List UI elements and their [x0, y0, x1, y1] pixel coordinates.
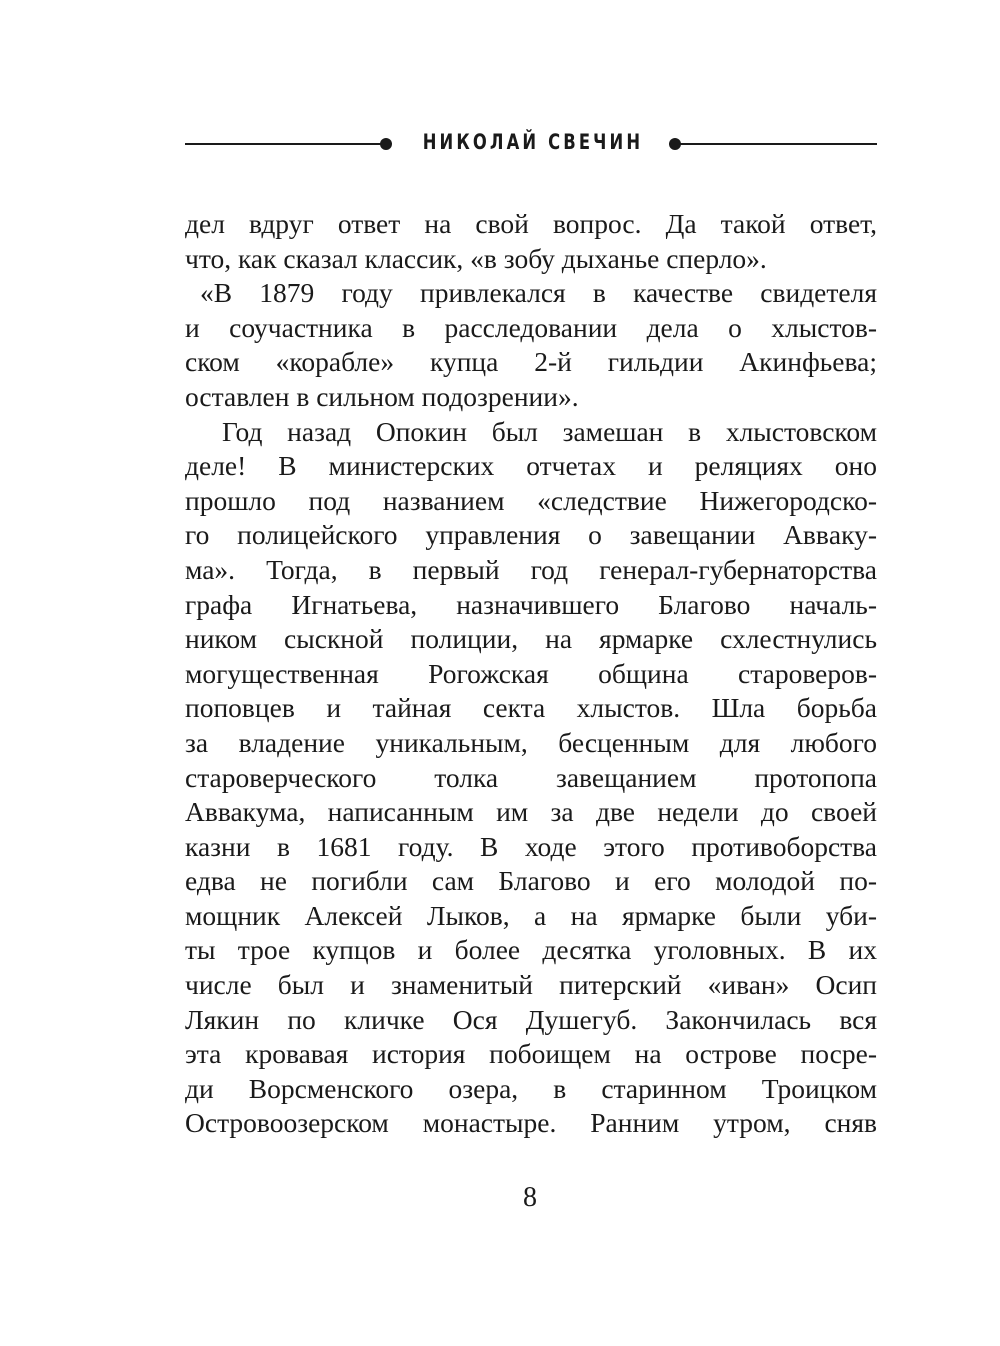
text-line: числе был и знаменитый питерский «иван» Осип	[185, 969, 877, 1001]
text-line: прошло под названием «следствие Нижегородско-	[185, 484, 877, 516]
text-line: Островоозерском монастыре. Ранним утром, сняв	[185, 1107, 877, 1139]
text-line: ма». Тогда, в первый год генерал-губернаторства	[185, 553, 877, 585]
text-line: ты трое купцов и более десятка уголовных. В их	[185, 934, 877, 966]
text-line: го полицейского управления о завещании Аввaку-	[185, 519, 877, 551]
page-number: 8	[523, 1182, 537, 1213]
text-line: мощник Алексей Лыков, а на ярмарке были уби-	[185, 899, 877, 931]
text-line: ском «корабле» купца 2-й гильдии Акинфьева;	[185, 346, 877, 378]
header-dot-left-icon	[380, 138, 392, 150]
text-line: оставлен в сильном подозрении».	[185, 380, 579, 412]
text-line: едва не погибли сам Благово и его молодой по-	[185, 865, 877, 897]
text-line: Лякин по кличке Ося Душегуб. Закончилась вся	[185, 1003, 877, 1035]
text-line: эта кровавая история побоищем на острове посре-	[185, 1038, 877, 1070]
text-line: Год назад Опокин был замешан в хлыстовском	[222, 415, 877, 447]
text-line: дел вдруг ответ на свой вопрос. Да такой ответ,	[185, 208, 877, 239]
running-header	[185, 124, 877, 164]
text-line: и соучастника в расследовании дела о хлыстов-	[185, 311, 877, 343]
text-line: могущественная Рогожская община староверов-	[185, 657, 877, 689]
text-line: деле! В министерских отчетах и реляциях оно	[185, 450, 877, 482]
body-text	[185, 207, 877, 1141]
text-line: ником сыскной полиции, на ярмарке схлестнулись	[185, 623, 877, 655]
text-line: ди Ворсменского озера, в старинном Троицком	[185, 1072, 877, 1104]
header-rule-right	[679, 143, 877, 145]
text-line: за владение уникальным, бесценным для любого	[185, 726, 877, 758]
text-line: казни в 1681 году. В ходе этого противоборства	[185, 830, 877, 862]
text-line: графа Игнатьева, назначившего Благово началь-	[185, 588, 877, 620]
text-line: Аввакума, написанным им за две недели до своей	[185, 796, 877, 828]
text-line: «В 1879 году привлекался в качестве свидетеля	[200, 277, 877, 309]
header-rule-left	[185, 143, 383, 145]
text-line: староверческого толка завещанием протопопа	[185, 761, 877, 793]
text-line: поповцев и тайная секта хлыстов. Шла борьба	[185, 692, 877, 724]
running-head-author: НИКОЛАЙ СВЕЧИН	[422, 130, 644, 154]
text-line: что, как сказал классик, «в зобу дыханье сперло».	[185, 242, 767, 274]
